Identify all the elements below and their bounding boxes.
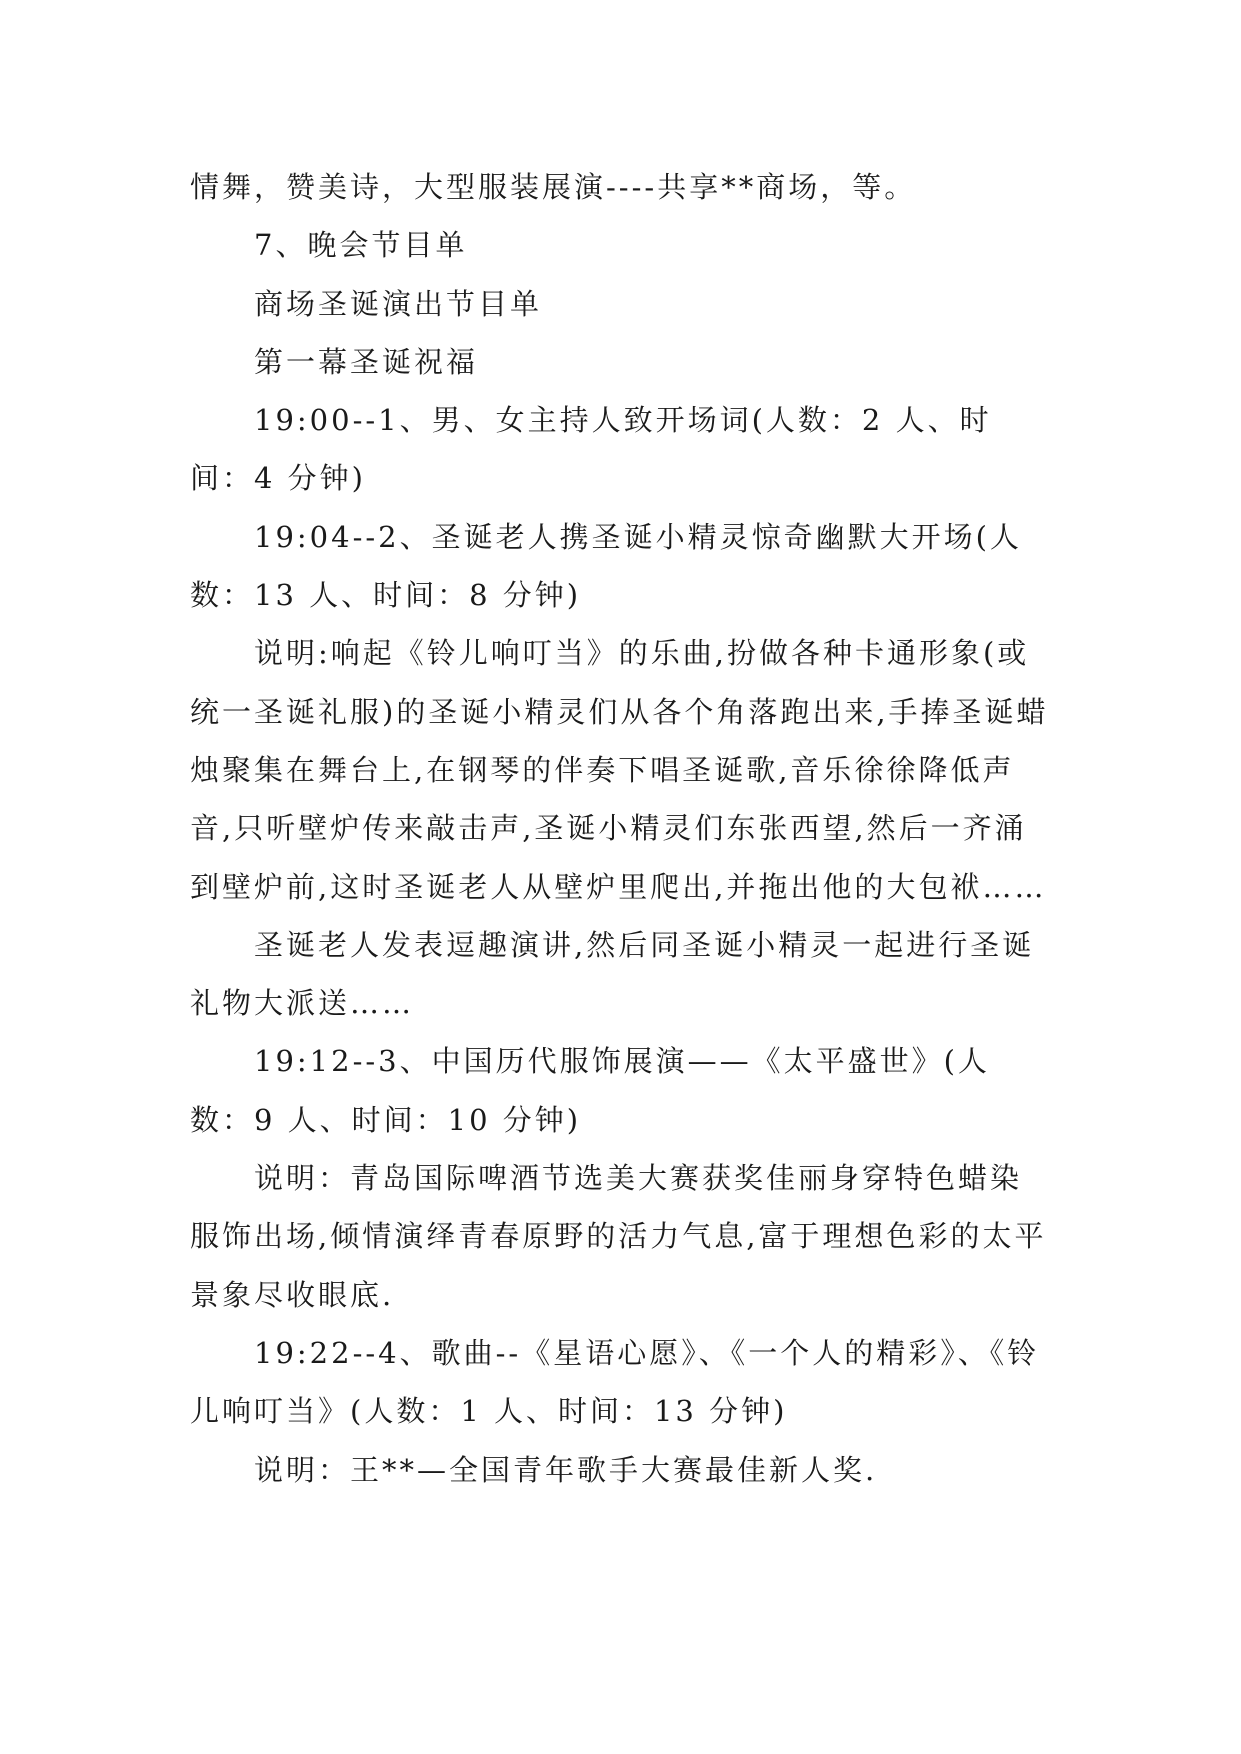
item-description: 圣诞老人发表逗趣演讲,然后同圣诞小精灵一起进行圣诞礼物大派送…… — [190, 927, 1035, 1021]
program-item: 19:00--1、男、女主持人致开场词(人数：2 人、时间：4 分钟) — [190, 403, 992, 496]
item-description: 说明：青岛国际啤酒节选美大赛获奖佳丽身穿特色蜡染服饰出场,倾情演绎青春原野的活力气息,富于理想色彩的太平景象尽收眼底. — [190, 1161, 1047, 1312]
program-item: 19:22--4、歌曲--《星语心愿》、《一个人的精彩》、《铃儿响叮当》(人数：1 人、时间：13 分钟) — [190, 1335, 1040, 1429]
item-description: 说明：王**—全国青年歌手大赛最佳新人奖. — [254, 1452, 878, 1487]
section-heading: 7、晚会节目单 — [254, 228, 468, 263]
paragraph: 情舞，赞美诗，大型服装展演----共享**商场，等。 — [190, 170, 917, 204]
program-item: 19:12--3、中国历代服饰展演——《太平盛世》(人数：9 人、时间：10 分钟) — [190, 1044, 990, 1137]
act-title: 第一幕圣诞祝福 — [254, 344, 479, 379]
item-description: 说明:响起《铃儿响叮当》的乐曲,扮做各种卡通形象(或统一圣诞礼服)的圣诞小精灵们从各个角落跑出来,手捧圣诞蜡烛聚集在舞台上,在钢琴的伴奏下唱圣诞歌,音乐徐徐降低声音,只听壁炉传来敲击声,圣诞小精灵们东张西望,然后一齐涌到壁炉前,这时圣诞老人从壁炉里爬出,并拖出他的大包袱…… — [190, 636, 1049, 904]
program-title: 商场圣诞演出节目单 — [254, 286, 543, 321]
document-page — [190, 158, 1052, 1499]
program-item: 19:04--2、圣诞老人携圣诞小精灵惊奇幽默大开场(人数：13 人、时间：8 分钟) — [190, 519, 1022, 613]
